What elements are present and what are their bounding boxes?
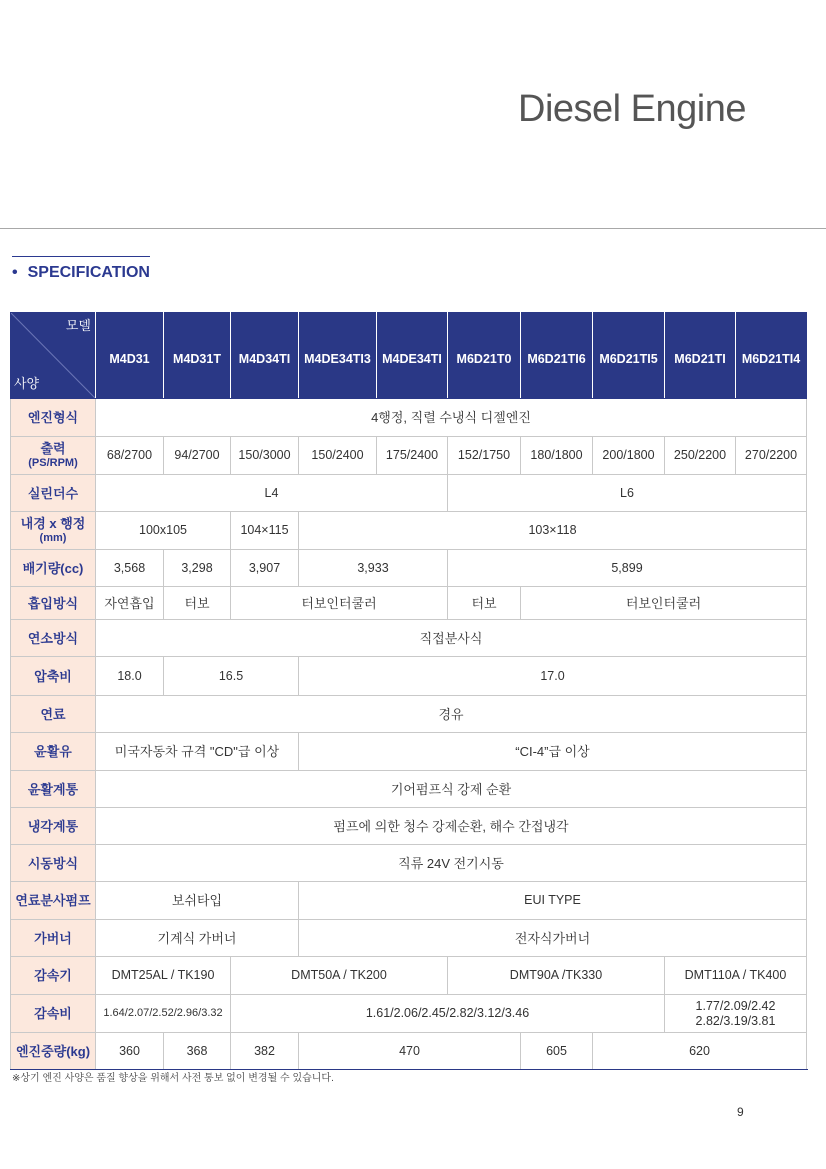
model-header: M4D31	[96, 313, 164, 399]
model-header: M4DE34TI	[377, 313, 448, 399]
footnote: ※상기 엔진 사양은 품질 향상을 위해서 사전 통보 없이 변경될 수 있습니다.	[12, 1073, 334, 1084]
cell-displacement: 3,298	[164, 550, 231, 587]
section-heading-text: SPECIFICATION	[27, 264, 150, 281]
cell-output: 94/2700	[164, 437, 231, 475]
cell-fuel: 경유	[96, 696, 807, 733]
cell-reduction-gear: DMT50A / TK200	[231, 957, 448, 995]
cell-output: 152/1750	[448, 437, 521, 475]
cell-bore-stroke: 100x105	[96, 512, 231, 550]
row-engine-type	[11, 399, 807, 437]
section-rule	[12, 256, 150, 257]
row-label-weight: 엔진중량(kg)	[11, 1033, 96, 1070]
row-label-bore-stroke	[11, 512, 96, 550]
cell-weight: 360	[96, 1033, 164, 1070]
row-label-output-line1: 출력	[40, 440, 66, 456]
row-label-cooling: 냉각계통	[11, 808, 96, 845]
cell-lubrication: 기어펌프식 강제 순환	[96, 771, 807, 808]
model-header: M4D34TI	[231, 313, 299, 399]
row-combustion	[11, 620, 807, 657]
row-compression	[11, 657, 807, 696]
cell-weight: 382	[231, 1033, 299, 1070]
model-header: M6D21TI5	[593, 313, 665, 399]
cell-reduction-gear: DMT110A / TK400	[665, 957, 807, 995]
model-header: M6D21TI6	[521, 313, 593, 399]
row-label-bore-stroke-line2: (mm)	[39, 531, 67, 544]
cell-output: 200/1800	[593, 437, 665, 475]
spec-table	[10, 312, 807, 1070]
cell-weight: 620	[593, 1033, 807, 1070]
cell-cooling: 펌프에 의한 청수 강제순환, 해수 간접냉각	[96, 808, 807, 845]
cell-intake: 터보인터쿨러	[521, 587, 807, 620]
cell-compression: 16.5	[164, 657, 299, 696]
row-label-combustion: 연소방식	[11, 620, 96, 657]
page-title: Diesel Engine	[518, 88, 746, 130]
cell-reduction-ratio: 1.64/2.07/2.52/2.96/3.32	[96, 995, 231, 1033]
cell-intake: 터보인터쿨러	[231, 587, 448, 620]
row-weight	[11, 1033, 807, 1070]
cell-fuel-pump: 보쉬타입	[96, 882, 299, 920]
row-cylinders	[11, 475, 807, 512]
header-row	[11, 313, 807, 399]
row-governor	[11, 920, 807, 957]
cell-compression: 18.0	[96, 657, 164, 696]
cell-reduction-gear: DMT25AL / TK190	[96, 957, 231, 995]
row-displacement	[11, 550, 807, 587]
cell-output: 150/3000	[231, 437, 299, 475]
cell-weight: 368	[164, 1033, 231, 1070]
row-label-fuel: 연료	[11, 696, 96, 733]
cell-intake: 자연흡입	[96, 587, 164, 620]
row-cooling	[11, 808, 807, 845]
cell-displacement: 3,568	[96, 550, 164, 587]
cell-compression: 17.0	[299, 657, 807, 696]
row-label-intake: 흡입방식	[11, 587, 96, 620]
row-intake	[11, 587, 807, 620]
page-number: 9	[737, 1105, 744, 1119]
row-label-engine-type: 엔진형식	[11, 399, 96, 437]
bullet-icon: •	[12, 264, 18, 281]
cell-cylinders: L6	[448, 475, 807, 512]
section-heading	[12, 264, 150, 282]
cell-reduction-gear: DMT90A /TK330	[448, 957, 665, 995]
cell-output: 180/1800	[521, 437, 593, 475]
cell-lubricant: 미국자동차 규격 "CD"급 이상	[96, 733, 299, 771]
cell-bore-stroke: 103×118	[299, 512, 807, 550]
row-label-output-line2: (PS/RPM)	[28, 456, 78, 469]
row-label-lubrication: 윤활계통	[11, 771, 96, 808]
model-header: M6D21T0	[448, 313, 521, 399]
row-label-output	[11, 437, 96, 475]
cell-intake: 터보	[164, 587, 231, 620]
model-header: M4DE34TI3	[299, 313, 377, 399]
reduction-ratio-line2: 2.82/3.19/3.81	[695, 1013, 776, 1028]
cell-weight: 470	[299, 1033, 521, 1070]
cell-starting: 직류 24V 전기시동	[96, 845, 807, 882]
cell-bore-stroke: 104×115	[231, 512, 299, 550]
cell-output: 270/2200	[736, 437, 807, 475]
corner-label-spec: 사양	[14, 376, 40, 391]
row-lubrication	[11, 771, 807, 808]
cell-governor: 전자식가버너	[299, 920, 807, 957]
cell-reduction-ratio: 1.61/2.06/2.45/2.82/3.12/3.46	[231, 995, 665, 1033]
model-header: M4D31T	[164, 313, 231, 399]
model-header: M6D21TI4	[736, 313, 807, 399]
row-label-compression: 압축비	[11, 657, 96, 696]
cell-output: 150/2400	[299, 437, 377, 475]
cell-output: 250/2200	[665, 437, 736, 475]
cell-combustion: 직접분사식	[96, 620, 807, 657]
row-label-starting: 시동방식	[11, 845, 96, 882]
model-header: M6D21TI	[665, 313, 736, 399]
row-label-lubricant: 윤활유	[11, 733, 96, 771]
row-fuel	[11, 696, 807, 733]
cell-output: 175/2400	[377, 437, 448, 475]
row-bore-stroke	[11, 512, 807, 550]
cell-lubricant: “CI-4”급 이상	[299, 733, 807, 771]
cell-output: 68/2700	[96, 437, 164, 475]
row-starting	[11, 845, 807, 882]
row-label-fuel-pump: 연료분사펌프	[11, 882, 96, 920]
reduction-ratio-line1: 1.77/2.09/2.42	[695, 998, 776, 1013]
row-label-reduction-ratio: 감속비	[11, 995, 96, 1033]
cell-cylinders: L4	[96, 475, 448, 512]
cell-weight: 605	[521, 1033, 593, 1070]
row-lubricant	[11, 733, 807, 771]
corner-label-model: 모델	[65, 318, 91, 333]
cell-intake: 터보	[448, 587, 521, 620]
row-output	[11, 437, 807, 475]
cell-reduction-ratio	[665, 995, 807, 1033]
row-label-cylinders: 실린더수	[11, 475, 96, 512]
row-label-governor: 가버너	[11, 920, 96, 957]
row-reduction-ratio	[11, 995, 807, 1033]
cell-displacement: 3,933	[299, 550, 448, 587]
top-divider	[0, 228, 826, 229]
cell-governor: 기계식 가버너	[96, 920, 299, 957]
cell-engine-type: 4행정, 직렬 수냉식 디젤엔진	[96, 399, 807, 437]
row-label-bore-stroke-line1: 내경 x 행정	[20, 515, 86, 531]
row-reduction-gear	[11, 957, 807, 995]
cell-displacement: 5,899	[448, 550, 807, 587]
cell-fuel-pump: EUI TYPE	[299, 882, 807, 920]
row-fuel-pump	[11, 882, 807, 920]
corner-cell	[11, 313, 96, 399]
cell-displacement: 3,907	[231, 550, 299, 587]
row-label-reduction-gear: 감속기	[11, 957, 96, 995]
row-label-displacement: 배기량(cc)	[11, 550, 96, 587]
